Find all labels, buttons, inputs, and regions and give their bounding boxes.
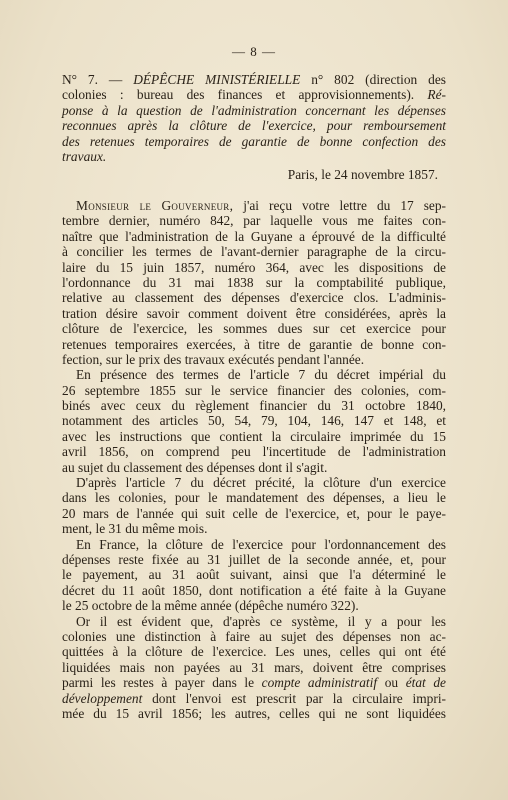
paragraph-line: En France, la clôture de l'exercice pour l'ordonnancement des — [76, 536, 446, 552]
paragraph-line: à concilier les termes de l'avant-dernier paragraphe de la circu- — [62, 244, 446, 260]
paragraph-line: retenues temporaires exercées, à titre de garantie de bonne con- — [62, 336, 446, 352]
heading-line: N° 7. — DÉPÊCHE MINISTÉRIELLE n° 802 (direction des — [62, 72, 446, 87]
paragraph-line: au sujet du classement des dépenses dont il s'agit. — [62, 459, 328, 475]
paragraph-line: naître que l'administration de la Guyane a éprouvé de la difficulté — [62, 228, 446, 244]
paragraph-line: parmi les restes à payer dans le compte administratif ou état de — [62, 675, 446, 691]
heading-line: travaux. — [62, 148, 107, 164]
dispatch-heading — [62, 72, 446, 183]
paragraph-line: tembre dernier, numéro 842, par laquelle vous me faites con- — [62, 213, 446, 229]
paragraph-line: relative au classement des dépenses d'exercice clos. L'adminis- — [62, 290, 446, 306]
paragraph-line: développement dont l'envoi est prescrit par la circulaire impri- — [62, 690, 446, 706]
paragraph-line: avec les instructions que contient la circulaire imprimée du 15 — [62, 428, 446, 444]
paragraph-line: notamment des articles 50, 54, 79, 104, 146, 147 et 148, et — [62, 413, 446, 429]
dispatch-body — [62, 198, 446, 721]
salutation: Monsieur le Gouverneur, — [76, 198, 234, 213]
paragraph-line: binés avec ceux du règlement financier du 31 octobre 1840, — [62, 398, 446, 414]
paragraph-line: mée du 15 avril 1856; les autres, celles qui ne sont liquidées — [62, 705, 446, 721]
paragraph-line: Monsieur le Gouverneur, j'ai reçu votre lettre du 17 sep- — [76, 198, 446, 213]
paragraph-line: avril 1856, on comprend peu l'incertitude de l'administration — [62, 444, 446, 460]
paragraph-line: dans les colonies, pour le mandatement des dépenses, a lieu le — [62, 490, 446, 506]
paragraph-line: quittées à la clôture de l'exercice. Les unes, celles qui ont été — [62, 644, 446, 660]
heading-line: colonies : bureau des finances et approvisionnements). Ré- — [62, 87, 446, 103]
paragraph-line: D'après l'article 7 du décret précité, la clôture d'un exercice — [76, 475, 446, 491]
paragraph-line: liquidées mais non payées au 31 mars, doivent être comprises — [62, 659, 446, 675]
heading-line: ponse à la question de l'administration concernant les dépenses — [62, 102, 446, 118]
paragraph-line: colonies une distinction à faire au sujet des dépenses non ac- — [62, 628, 446, 644]
page-number: — 8 — — [232, 44, 276, 59]
paragraph-line: 20 mars de l'année qui suit celle de l'exercice, et, pour le paye- — [62, 505, 446, 521]
paragraph-line: tration désire savoir comment doivent être considérées, après la — [62, 305, 446, 321]
paragraph-line: 26 septembre 1855 sur le service financier des colonies, com- — [62, 382, 446, 398]
paragraph-line: ment, le 31 du même mois. — [62, 521, 208, 537]
heading-line: des retenues temporaires de garantie de bonne confection des — [62, 133, 446, 149]
paragraph-line: le 25 octobre de la même année (dépêche numéro 322). — [62, 598, 359, 614]
paragraph-line: clôture de l'exercice, les sommes dues sur cet exercice pour — [62, 321, 446, 337]
paragraph-line: décret du 11 août 1850, dont notification a été faite à la Guyane — [62, 582, 446, 598]
paragraph-line: laire du 15 juin 1857, numéro 364, avec les dispositions de — [62, 259, 446, 275]
paragraph-line: l'ordonnance du 31 mai 1838 sur la comptabilité publique, — [62, 274, 446, 290]
heading-line: reconnues après la clôture de l'exercice, pour remboursement — [62, 118, 446, 134]
paragraph-line: dépenses reste fixée au 31 juillet de la seconde année, et, pour — [62, 551, 446, 567]
paragraph-line: Or il est évident que, d'après ce système, il y a pour les — [76, 613, 446, 629]
paragraph-line: le payement, au 31 août suivant, ainsi que l'a déterminé le — [62, 567, 446, 583]
paragraph-line: fection, sur le prix des travaux exécutés pendant l'année. — [62, 351, 365, 367]
dateline: Paris, le 24 novembre 1857. — [287, 167, 438, 183]
paragraph-line: En présence des termes de l'article 7 du décret impérial du — [76, 367, 446, 383]
